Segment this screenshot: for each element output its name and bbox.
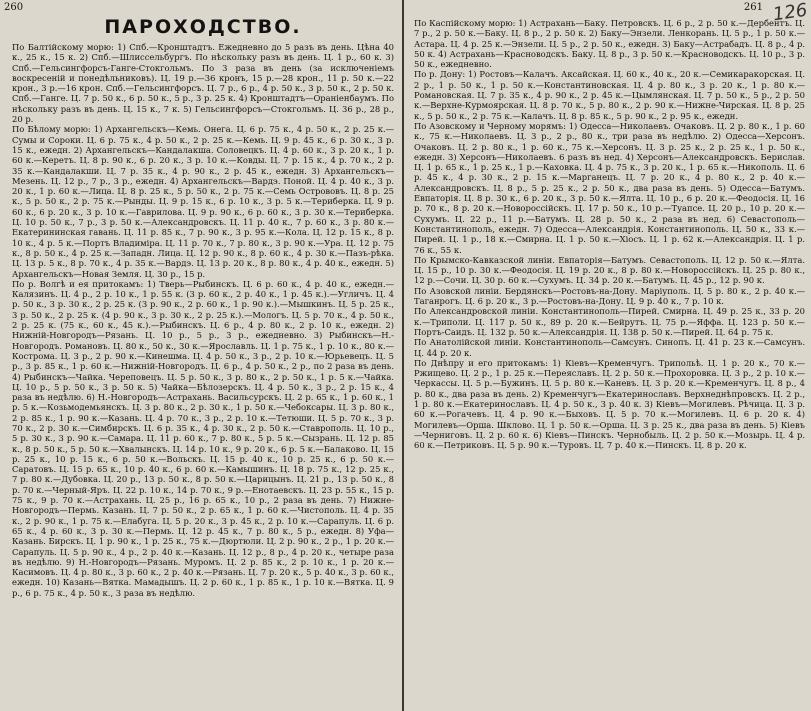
page-number-left: 260 bbox=[4, 2, 24, 13]
section-volga: По р. Волгѣ и ея притокамъ: 1) Тверь—Рыбинскъ. Ц. 6 р. 60 к., 4 р. 40 к., ежедн.—Калязинъ. Ц. 4 р., 2 р. 10 к., 1 р. 55 к. (3 р. 60 к., 2 р. 40 к., 1 р. 45 к.).—Угличъ. Ц. 4 р. 50 к., 3 р. 30 к., 2 р. 25 к. (3 р. 90 к., 2 р. 60 к., 1 р. 90 к.).—Мышкинъ. Ц. 5 р. 25 к., 3 р. 50 к., 2 р. 25 к. (4 р. 90 к., 3 р. 30 к., 2 р. 25 к.).—Мологъ. Ц. 5 р. 70 к., 4 р. 50 к., 2 р. 25 к. (75 к., 60 к., 45 к.).—Рыбинскъ. Ц. 6 р., 4 р. 80 к., 2 р. 10 к., ежедн. 2) Нижній-Новгородъ—Рязань. Ц. 10 р., 5 р., 3 р., ежедневно. 3) Рыбинскъ—Н.-Новгородъ. Романовъ. Ц. 80 к., 50 к., 30 к.—Ярославль. Ц. 1 р. 75 к., 1 р. 10 к., 80 к.—Кострома. Ц. 3 р., 2 р. 90 к.—Кинешма. Ц. 4 р. 50 к., 3 р., 2 р. 10 к.—Юрьевецъ. Ц. 5 р., 3 р. 85 к., 1 р. 60 к.—Нижній-Новгородъ. Ц. 6 р., 4 р. 50 к., 2 р., по 2 раза въ день. 4) Рыбинскъ—Чайка. Череповецъ. Ц. 5 р. 50 к., 3 р. 80 к., 2 р. 50 к., 1 р. 5 к.—Чайка. Ц. 10 р., 5 р. 50 к., 3 р. 50 к. 5) Чайка—Бѣлозерскъ. Ц. 4 р. 50 к., 3 р., 2 р. 15 к., 4 раза въ недѣлю. 6) Н.-Новгородъ—Астрахань. Васильсурскъ. Ц. 2 р. 65 к., 1 р. 60 к., 1 р. 5 к.—Козьмодемьянскъ. Ц. 3 р. 80 к., 2 р. 30 к., 1 р. 50 к.—Чебоксары. Ц. 3 р. 80 к., 2 р. 85 к., 1 р. 90 к.—Казань. Ц. 4 р. 70 к., 3 р., 2 р. 10 к.—Тетюши. Ц. 5 р. 70 к., 3 р. 70 к., 2 р. 30 к.—Симбирскъ. Ц. 6 р. 35 к., 4 р. 30 к., 2 р. 50 к.—Ставрополь. Ц. 10 р., 5 р. 30 к., 3 р. 90 к.—Самара. Ц. 11 р. 60 к., 7 р. 80 к., 5 р. 5 к.—Сызрань. Ц. 12 р. 85 к., 8 р. 50 к., 5 р. 50 к.—Хвалынскъ. Ц. 14 р. 10 к., 9 р. 20 к., 6 р. 5 к.—Балаково. Ц. 15 р. 25 к., 10 р. 15 к., 6 р. 50 к.—Вольскъ. Ц. 15 р. 40 к., 10 р. 25 к., 6 р. 50 к.—Саратовъ. Ц. 15 р. 65 к., 10 р. 40 к., 6 р. 60 к.—Камышинъ. Ц. 18 р. 75 к., 12 р. 25 к., 7 р. 80 к.—Дубовка. Ц. 20 р., 13 р. 50 к., 8 р. 50 к.—Царицынъ. Ц. 21 р., 13 р. 50 к., 8 р. 70 к.—Черный-Яръ. Ц. 22 р. 10 к., 14 р. 70 к., 9 р.—Енотаевскъ. Ц. 23 р. 55 к., 15 р. 75 к., 9 р. 70 к.—Астрахань. Ц. 25 р., 16 р. 65 к., 10 р., 2 раза въ день. 7) Нижне-Новгородъ—Пермь. Казань. Ц. 7 р. 50 к., 2 р. 65 к., 1 р. 60 к.—Чистополь. Ц. 4 р. 35 к., 2 р. 90 к., 1 р. 75 к.—Елабуга. Ц. 5 р. 20 к., 3 р. 45 к., 2 р. 10 к.—Сарапуль. Ц. 6 р. 65 к., 4 р. 60 к., 3 р. 30 к.—Пермь. Ц. 12 р. 45 к., 7 р. 80 к., 5 р., ежедн. 8) Уфа—Казань. Бирскъ. Ц. 1 р. 90 к., 1 р. 25 к., 75 к.—Дюртюли. Ц. 2 р. 90 к., 2 р., 1 р. 20 к.—Сарапуль. Ц. 5 р. 90 к., 4 р., 2 р. 40 к.—Казань. Ц. 12 р., 8 р., 4 р. 20 к., четыре раза въ недѣлю. 9) Н.-Новгородъ—Рязань. Муромъ. Ц. 2 р. 85 к., 2 р. 10 к., 1 р. 20 к.—Касимовъ. Ц. 4 р. 80 к., 3 р. 60 к., 2 р. 40 к.—Рязань. Ц. 7 р. 20 к., 5 р. 40 к., 3 р. 60 к., ежедн. 10) Казань—Вятка. Мамадышъ. Ц. 2 р. 60 к., 1 р. 85 к., 1 р. 10 к.—Вятка. Ц. 9 р., 6 р. 75 к., 4 р. 50 к., 3 раза въ недѣлю. bbox=[12, 278, 394, 598]
section-anatolia-line: По Анатолійской линіи. Константинополь—Самсунъ. Синопъ. Ц. 41 р. 23 к.—Самсунъ. Ц. 44 р. 20 к. bbox=[414, 337, 805, 358]
section-azov-line: По Азовской линіи. Бердянскъ—Ростовъ-на-Дону. Маріуполь. Ц. 5 р. 80 к., 2 р. 40 к.—Таганрогъ. Ц. 6 р. 20 к., 3 р.—Ростовъ-на-Дону. Ц. 9 р. 40 к., 7 р. 10 к. bbox=[414, 285, 805, 307]
page-title: ПАРОХОДСТВО. bbox=[104, 16, 302, 38]
left-page bbox=[0, 0, 402, 711]
handwritten-number: 126 bbox=[771, 0, 809, 26]
section-dnieper: По Днѣпру и его притокамъ: 1) Кіевъ—Кременчугъ. Трипольѣ. Ц. 1 р. 20 к., 70 к.—Ржищево. Ц. 2 р., 1 р. 25 к.—Переяславъ. Ц. 2 р. 50 к.—Прохоровка. Ц. 3 р., 2 р. 10 к.—Черкассы. Ц. 5 р.—Бужинъ. Ц. 5 р. 80 к.—Каневъ. Ц. 3 р. 20 к.—Кременчугъ. Ц. 8 р., 4 р. 80 к., два раза въ день. 2) Кременчугъ—Екатеринославъ. Верхнеднѣпровскъ. Ц. 2 р., 1 р. 80 к.—Екатеринославъ. Ц. 4 р. 50 к., 3 р. 40 к. 3) Кіевъ—Могилевъ. Рѣчица. Ц. 3 р. 60 к.—Рогачевъ. Ц. 4 р. 90 к.—Быховъ. Ц. 5 р. 70 к.—Могилевъ. Ц. 6 р. 20 к. 4) Могилевъ—Орша. Шклово. Ц. 1 р. 50 к.—Орша. Ц. 3 р. 25 к., два раза въ день. 5) Кіевъ—Черниговъ. Ц. 2 р. 60 к. 6) Кіевъ—Пинскъ. Чернобыль. Ц. 2 р. 50 к.—Мозырь. Ц. 4 р. 60 к.—Петриковъ. Ц. 5 р. 90 к.—Туровъ. Ц. 7 р. 40 к.—Пинскъ. Ц. 8 р. 20 к. bbox=[414, 357, 805, 451]
left-text-column bbox=[12, 42, 394, 598]
section-crimea-caucasus: По Крымско-Кавказской линіи. Евпаторія—Батумъ. Севастополь. Ц. 12 р. 50 к.—Ялта. Ц. 15 р., 10 р. 30 к.—Феодосія. Ц. 19 р. 20 к., 8 р. 80 к.—Новороссійскъ. Ц. 25 р. 80 к., 12 р.—Сочи. Ц. 30 р. 60 к.—Сухумъ. Ц. 34 р. 20 к.—Батумъ. Ц. 45 р., 12 р. 90 к. bbox=[414, 254, 805, 286]
right-page bbox=[404, 0, 811, 711]
section-baltic: По Балтійскому морю: 1) Спб.—Кронштадтъ. Ежедневно до 5 разъ въ день. Цѣна 40 к., 25 к., 15 к. 2) Спб.—Шлиссельбургъ. По нѣскольку разъ въ день. Ц. 1 р., 60 к. 3) Спб.—Гельсингфорсъ-Ганге-Стокгольмъ. По 3 раза въ день (за исключеніемъ воскресеній и понедѣльниковъ). Ц. 19 р.—36 кронъ, 15 р.—28 крон., 11 р. 50 к.—22 крон., 3 р.—16 крон. Спб.—Гельсингфорсъ. Ц. 7 р., 6 р., 4 р. 50 к., 3 р. 50 к., 2 р. 50 к. Спб.—Ганге. Ц. 7 р. 50 к., 6 р. 50 к., 5 р., 3 р. 25 к. 4) Кронштадтъ—Ораніенбаумъ. По нѣскольку разъ въ день. Ц. 15 к., 7 к. 5) Гельсингфорсъ—Стокгольмъ. Ц. 36 р., 28 р., 20 р. bbox=[12, 42, 394, 125]
page-number-right: 261 bbox=[743, 2, 763, 13]
section-don: По р. Дону: 1) Ростовъ—Калачъ. Аксайская. Ц. 60 к., 40 к., 20 к.—Семикаракорская. Ц. 2 р., 1 р. 50 к., 1 р. 50 к.—Константиновская. Ц. 4 р. 80 к., 3 р. 20 к., 1 р. 80 к.—Романовская. Ц. 7 р. 35 к., 4 р. 90 к., 2 р. 45 к.—Цымлянская. Ц. 7 р. 50 к., 5 р., 2 р. 50 к.—Верхне-Курмоярская. Ц. 8 р. 70 к., 5 р. 80 к., 2 р. 90 к.—Нижне-Чирская. Ц. 8 р. 25 к., 5 р. 50 к., 2 р. 75 к.—Калачъ. Ц. 8 р. 85 к., 5 р. 90 к., 2 р. 95 к., ежедн. bbox=[414, 69, 805, 121]
section-azov-black: По Азовскому и Черному морямъ: 1) Одесса—Николаевъ. Очаковъ. Ц. 2 р. 80 к., 1 р. 60 к., 75 к.—Николаевъ. Ц. 3 р., 2 р., 80 к., три раза въ недѣлю. 2) Одесса—Херсонъ. Очаковъ. Ц. 2 р. 80 к., 1 р. 60 к., 75 к.—Херсонъ. Ц. 3 р. 25 к., 2 р. 25 к., 1 р. 50 к., ежедн. 3) Херсонъ—Николаевъ. 6 разъ въ нед. 4) Херсонъ—Александровскъ. Берислав. Ц. 1 р. 65 к., 1 р. 25 к., 1 р.—Каховка. Ц. 4 р. 75 к., 3 р. 20 к., 1 р. 65 к.—Никополь. Ц. 6 р. 45 к., 4 р. 30 к., 2 р. 15 к.—Марганецъ. Ц. 7 р. 20 к., 4 р. 80 к., 2 р. 40 к.—Александровскъ. Ц. 8 р., 5 р. 25 к., 2 р. 50 к., два раза въ день. 5) Одесса—Батумъ. Евпаторія. Ц. 8 р. 30 к., 6 р. 20 к., 3 р. 50 к.—Ялта. Ц. 10 р., 6 р. 20 к.—Феодосія. Ц. 16 р. 70 к., 8 р. 20 к.—Новороссійскъ. Ц. 17 р. 50 к., 10 р.—Туапсе. Ц. 20 р., 10 р. 20 к.—Сухумъ. Ц. 22 р., 11 р.—Батумъ. Ц. 28 р. 50 к., 2 раза въ нед. 6) Севастополь—Константинополь, ежедн. 7) Одесса—Александрія. Константинополь. Ц. 50 к., 33 к.—Пирей. Ц. 1 р., 18 к.—Смирна. Ц. 1 р. 50 к.—Хіосъ. Ц. 1 р. 62 к.—Александрія. Ц. 1 р. 76 к., 55 к. bbox=[414, 120, 805, 255]
right-text-column bbox=[414, 18, 805, 450]
section-caspian: По Каспійскому морю: 1) Астрахань—Баку. Петровскъ. Ц. 6 р., 2 р. 50 к.—Дербентъ. Ц. 7 р., 2 р. 50 к.—Баку. Ц. 8 р., 2 р. 50 к. 2) Баку—Энзели. Ленкорань. Ц. 5 р., 1 р. 50 к.—Астара. Ц. 4 р. 25 к.—Энзели. Ц. 5 р., 2 р. 50 к., ежедн. 3) Баку—Астрабадъ. Ц. 8 р., 4 р. 50 к. 4) Астрахань—Красноводскъ. Баку. Ц. 8 р., 3 р. 50 к.—Красноводскъ. Ц. 10 р., 3 р. 50 к., ежедневно. bbox=[414, 18, 805, 70]
section-white-sea: По Бѣлому морю: 1) Архангельскъ—Кемь. Онега. Ц. 6 р. 75 к., 4 р. 50 к., 2 р. 25 к.—Сумы и Сороки. Ц. 6 р. 75 к., 4 р. 50 к., 2 р. 25 к.—Кемь. Ц. 9 р. 45 к., 6 р. 30 к., 3 р. 15 к., ежедн. 2) Архангельскъ—Кандалакша. Соловецкъ. Ц. 4 р. 60 к., 3 р. 20 к., 1 р. 60 к.—Керетъ. Ц. 8 р. 90 к., 6 р. 20 к., 3 р. 10 к.—Ковды. Ц. 7 р. 15 к., 4 р. 70 к., 2 р. 35 к.—Кандалакши. Ц. 7 р. 35 к., 4 р. 90 к., 2 р. 45 к., ежедн. 3) Архангельскъ—Мезень. Ц. 12 р., 7 р., 3 р., ежедн. 4) Архангельскъ—Вардэ. Поной. Ц. 4 р. 40 к., 3 р. 20 к., 1 р. 60 к.—Лица. Ц. 8 р. 25 к., 5 р. 50 к., 2 р. 75 к.—Семь Острововъ. Ц. 8 р. 25 к., 5 р. 50 к., 2 р. 75 к.—Рынды. Ц. 9 р. 15 к., 6 р. 10 к., 3 р. 5 к.—Териберка. Ц. 9 р. 60 к., 6 р. 20 к., 3 р. 10 к.—Гаврилова. Ц. 9 р. 90 к., 6 р. 60 к., 3 р. 30 к.—Териберка. Ц. 10 р. 50 к., 7 р., 3 р. 50 к.—Александровскъ. Ц. 11 р. 40 к., 7 р. 60 к., 3 р. 80 к.—Екатерининская гавань. Ц. 11 р. 85 к., 7 р. 90 к., 3 р. 95 к.—Кола. Ц. 12 р. 15 к., 8 р. 10 к., 4 р. 5 к.—Портъ Владиміра. Ц. 11 р. 70 к., 7 р. 80 к., 3 р. 90 к.—Ура. Ц. 12 р. 75 к., 8 р. 50 к., 4 р. 25 к.—Западн. Лица. Ц. 12 р. 90 к., 8 р. 60 к., 4 р. 30 к.—Пазъ-рѣка. Ц. 13 р. 5 к., 8 р. 70 к., 4 р. 35 к.—Вардэ. Ц. 13 р. 20 к., 8 р. 80 к., 4 р. 40 к., ежедн. 5) Архангельскъ—Новая Земля. Ц. 30 р., 15 р. bbox=[12, 124, 394, 279]
section-alexandria-line: По Александровской линіи. Константинополь—Пирей. Смирна. Ц. 49 р. 25 к., 33 р. 20 к.—Триполи. Ц. 117 р. 50 к., 89 р. 20 к.—Бейрутъ. Ц. 75 р.—Яффа. Ц. 123 р. 50 к.—Портъ-Саидъ. Ц. 132 р. 50 к.—Александрія. Ц. 138 р. 50 к.—Пирей. Ц. 64 р. 75 к. bbox=[414, 306, 805, 337]
